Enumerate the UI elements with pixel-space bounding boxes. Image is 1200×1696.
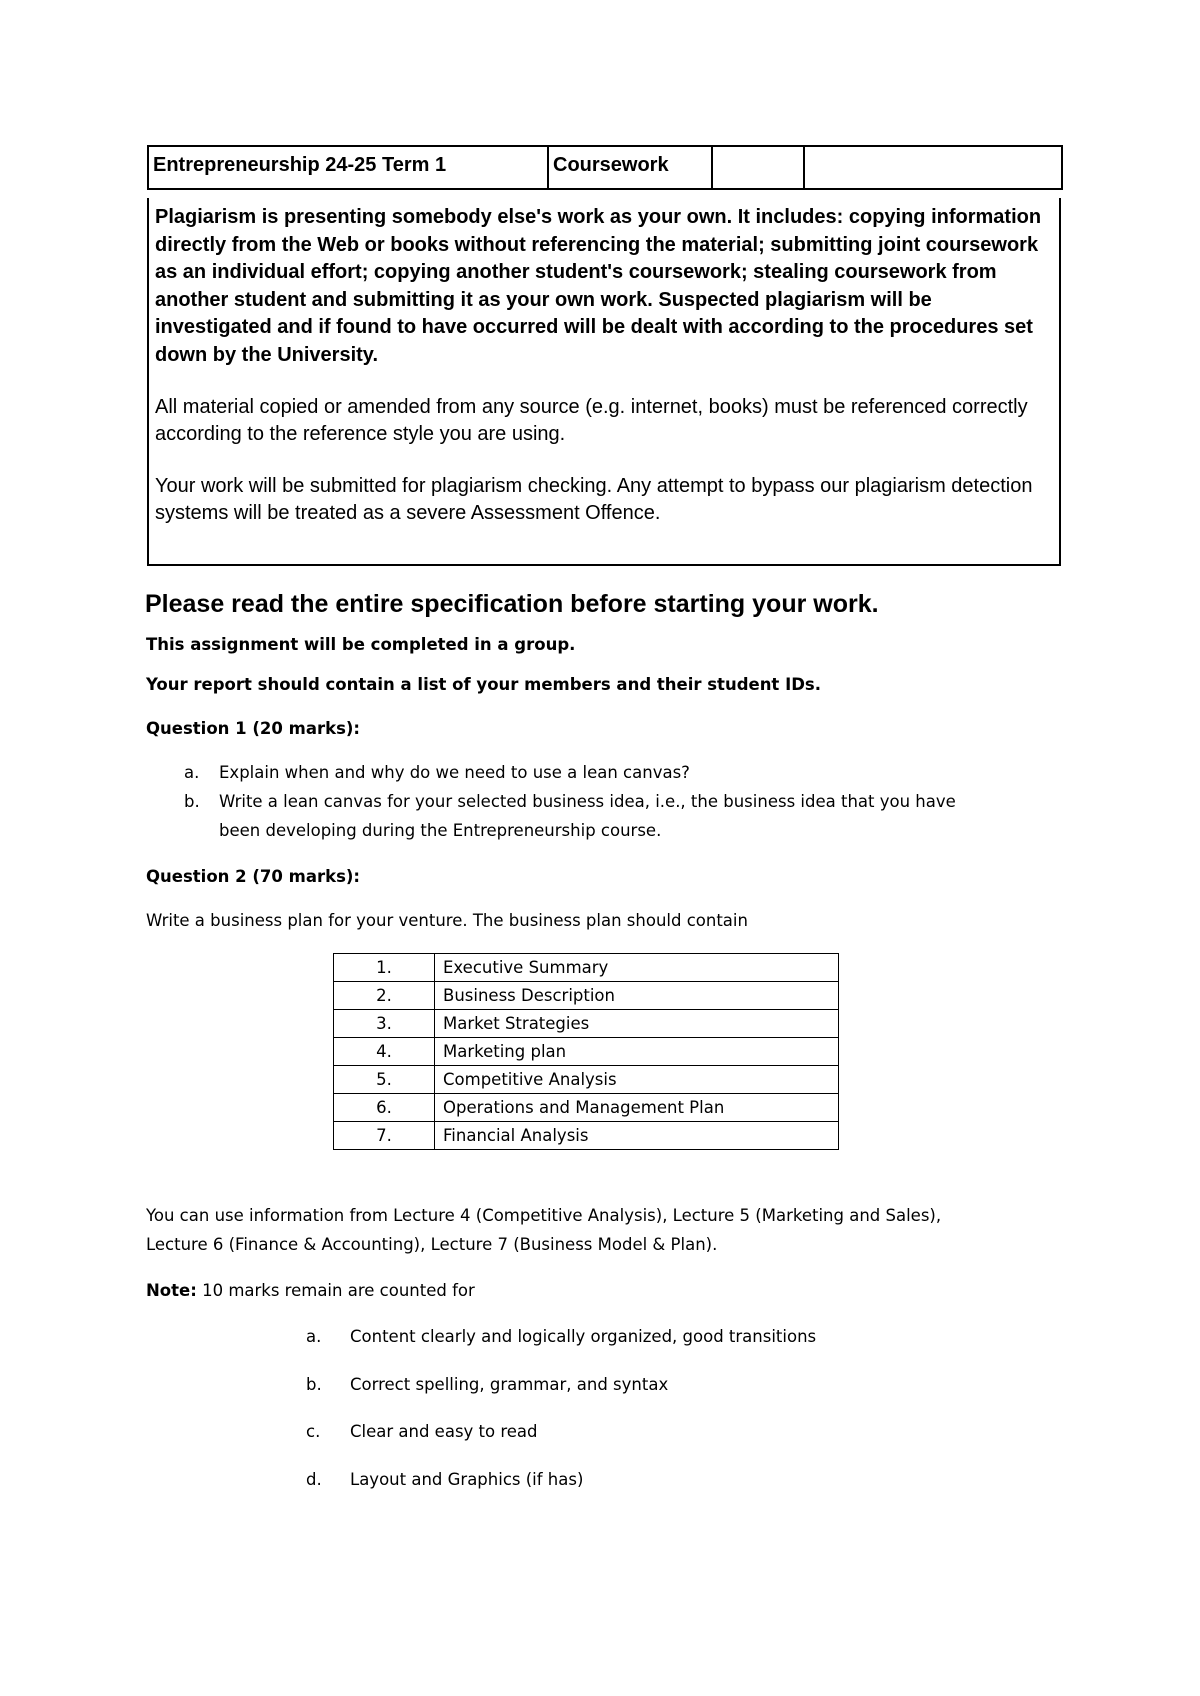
page-heading: Please read the entire specification before starting your work.	[145, 590, 879, 618]
list-item	[184, 787, 956, 816]
header-row	[148, 146, 1062, 189]
list-marker: a.	[184, 763, 200, 782]
lectures-line-1: You can use information from Lecture 4 (Competitive Analysis), Lecture 5 (Marketing and Sales),	[146, 1206, 942, 1225]
row-label: Business Description	[435, 982, 839, 1010]
row-number: 5.	[334, 1066, 435, 1094]
row-number: 3.	[334, 1010, 435, 1038]
list-marker: d.	[306, 1470, 322, 1489]
business-plan-table	[333, 953, 839, 1150]
list-text: Explain when and why do we need to use a lean canvas?	[219, 763, 690, 782]
list-item	[306, 1417, 538, 1446]
list-item-continuation	[184, 816, 661, 845]
lectures-line-2: Lecture 6 (Finance & Accounting), Lecture 7 (Business Model & Plan).	[146, 1235, 718, 1254]
plagiarism-notice	[147, 198, 1061, 566]
plagiarism-check-paragraph: Your work will be submitted for plagiarism checking. Any attempt to bypass our plagiarism detection systems will be treated as a severe Assessment Offence.	[155, 474, 1033, 525]
row-number: 1.	[334, 954, 435, 982]
list-text: Content clearly and logically organized, good transitions	[350, 1327, 817, 1346]
business-plan-intro: Write a business plan for your venture. The business plan should contain	[146, 911, 748, 930]
row-label: Operations and Management Plan	[435, 1094, 839, 1122]
note-label: Note:	[146, 1281, 197, 1300]
list-text: Layout and Graphics (if has)	[350, 1470, 584, 1489]
list-item	[184, 758, 690, 787]
row-label: Executive Summary	[435, 954, 839, 982]
note-text: 10 marks remain are counted for	[196, 1281, 475, 1300]
row-label: Market Strategies	[435, 1010, 839, 1038]
question-2-title: Question 2 (70 marks):	[146, 867, 361, 886]
referencing-paragraph: All material copied or amended from any source (e.g. internet, books) must be referenced correctly according to the reference style you are using.	[155, 395, 1028, 446]
course-title-cell: Entrepreneurship 24-25 Term 1	[148, 146, 548, 189]
row-number: 4.	[334, 1038, 435, 1066]
table-row	[334, 1066, 839, 1094]
list-text: Correct spelling, grammar, and syntax	[350, 1375, 669, 1394]
table-row	[334, 954, 839, 982]
list-text: Write a lean canvas for your selected business idea, i.e., the business idea that you have	[219, 792, 956, 811]
table-row	[334, 1038, 839, 1066]
empty-cell	[804, 146, 1062, 189]
members-statement: Your report should contain a list of your members and their student IDs.	[146, 675, 821, 694]
table-row	[334, 982, 839, 1010]
list-marker: a.	[306, 1327, 322, 1346]
header-table	[147, 145, 1063, 190]
table-row	[334, 1122, 839, 1150]
list-item	[306, 1322, 816, 1351]
table-row	[334, 1010, 839, 1038]
list-item	[306, 1465, 583, 1494]
note-line	[146, 1276, 475, 1305]
list-marker: b.	[184, 792, 200, 811]
list-text: Clear and easy to read	[350, 1422, 538, 1441]
row-label: Financial Analysis	[435, 1122, 839, 1150]
group-statement: This assignment will be completed in a group.	[146, 635, 576, 654]
question-1-title: Question 1 (20 marks):	[146, 719, 361, 738]
list-marker: c.	[306, 1422, 321, 1441]
empty-cell	[712, 146, 804, 189]
plagiarism-definition: Plagiarism is presenting somebody else's work as your own. It includes: copying information directly from the Web or books without referencing the material; submitting joint coursework as an individual effort; copying another student's coursework; stealing coursework from another student and submitting it as your own work. Suspected plagiarism will be investigated and if found to have occurred will be dealt with according to the procedures set down by the University.	[155, 206, 1042, 366]
row-label: Competitive Analysis	[435, 1066, 839, 1094]
row-number: 6.	[334, 1094, 435, 1122]
list-text: been developing during the Entrepreneurship course.	[219, 821, 662, 840]
row-number: 7.	[334, 1122, 435, 1150]
table-row	[334, 1094, 839, 1122]
list-item	[306, 1370, 668, 1399]
list-marker: b.	[306, 1375, 322, 1394]
coursework-cell: Coursework	[548, 146, 712, 189]
row-number: 2.	[334, 982, 435, 1010]
row-label: Marketing plan	[435, 1038, 839, 1066]
